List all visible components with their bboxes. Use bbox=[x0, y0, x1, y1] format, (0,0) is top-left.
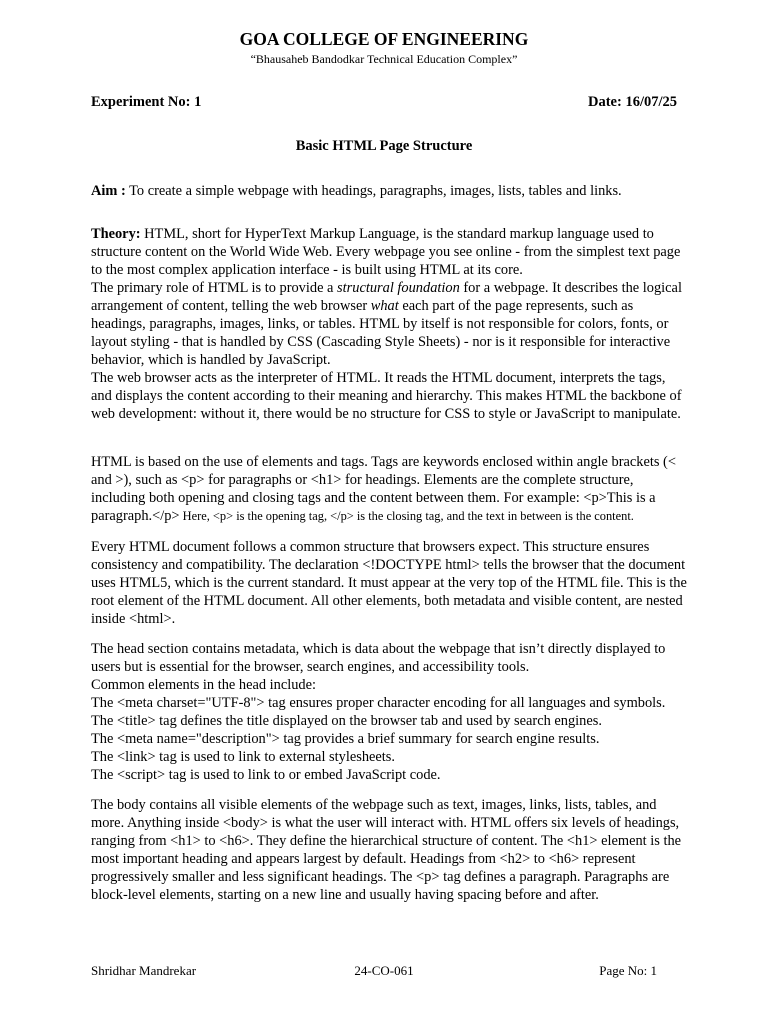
footer-roll-number: 24-CO-061 bbox=[354, 963, 414, 978]
aim-text: To create a simple webpage with headings, paragraphs, images, lists, tables and links. bbox=[125, 183, 622, 199]
college-subtitle: “Bhausaheb Bandodkar Technical Education Complex” bbox=[250, 52, 518, 66]
theory-text-2c: each part of the page represents, such as headings, paragraphs, images, links, or tables. HTML by itself is not responsible for colors, fonts, or layout styling - that is handled by CSS (Cascading Style Sheets) - nor is it responsible for interactive behavior, which is handled by JavaScript. bbox=[91, 298, 671, 368]
footer-author: Shridhar Mandrekar bbox=[91, 963, 197, 978]
theory-emphasis-1: structural foundation bbox=[337, 280, 460, 296]
head-intro: The head section contains metadata, which is data about the webpage that isn’t directly displayed to users but is essential for the browser, search engines, and accessibility tools. bbox=[91, 641, 666, 675]
footer-page-number: Page No: 1 bbox=[599, 963, 657, 978]
body-section-paragraph: The body contains all visible elements of the webpage such as text, images, links, lists, tables, and more. Anything inside <body> is what the user will interact with. HTML offers six levels of headings, ranging from <h1> to <h6>. They define the hierarchical structure of content. The <h1> element is the most important heading and appears largest by default. Headings from <h2> to <h6> represent progressively smaller and less significant headings. The <p> tag defines a paragraph. Paragraphs are block-level elements, starting on a new line and usually having spacing before and after. bbox=[91, 797, 682, 903]
theory-text-1: HTML, short for HyperText Markup Language, is the standard markup language used to structure content on the World Wide Web. Every webpage you see online - from the simplest text page to the most complex application interface - is built using HTML at its core. bbox=[91, 226, 681, 278]
theory-paragraph-3: The web browser acts as the interpreter of HTML. It reads the HTML document, interprets the tags, and displays the content according to their meaning and hierarchy. This makes HTML the backbone of web development: without it, there would be no structure for CSS to style or JavaScript to manipulate. bbox=[91, 370, 682, 422]
head-item: The <script> tag is used to link to or embed JavaScript code. bbox=[91, 767, 441, 783]
experiment-number: Experiment No: 1 bbox=[91, 94, 202, 110]
theory-emphasis-2: what bbox=[370, 298, 399, 314]
head-item: The <title> tag defines the title displayed on the browser tab and used by search engines. bbox=[91, 713, 602, 729]
head-item: The <link> tag is used to link to external stylesheets. bbox=[91, 749, 395, 765]
theory-paragraph-2 bbox=[91, 279, 689, 369]
theory-text-2b: for a webpage. It describes the logical arrangement of content, telling the web browser bbox=[91, 280, 682, 314]
theory-paragraph-1 bbox=[91, 225, 689, 279]
aim-section bbox=[91, 182, 689, 200]
head-common-label: Common elements in the head include: bbox=[91, 677, 317, 693]
theory-text-2a: The primary role of HTML is to provide a bbox=[91, 280, 338, 296]
aim-label: Aim : bbox=[91, 183, 126, 199]
elements-paragraph bbox=[91, 453, 689, 525]
theory-section bbox=[91, 225, 689, 423]
elements-text: HTML is based on the use of elements and tags. Tags are keywords enclosed within angle brackets (< and >), such as <p> for paragraphs or <h1> for headings. Elements are the complete structure, including both opening and closing tags and the content between them. For example: <p>This is a paragraph.</p> bbox=[91, 454, 676, 524]
structure-paragraph: Every HTML document follows a common structure that browsers expect. This structure ensures consistency and compatibility. The declaration <!DOCTYPE html> tells the browser that the document uses HTML5, which is the current standard. It must appear at the very top of the HTML file. This is the root element of the HTML document. All other elements, both metadata and visible content, are nested inside <html>. bbox=[91, 539, 687, 627]
college-name: GOA COLLEGE OF ENGINEERING bbox=[239, 29, 529, 49]
page-title: Basic HTML Page Structure bbox=[295, 138, 473, 154]
experiment-date: Date: 16/07/25 bbox=[588, 94, 677, 110]
head-item: The <meta charset="UTF-8"> tag ensures proper character encoding for all languages and symbols. bbox=[91, 695, 666, 711]
head-section-paragraph bbox=[91, 640, 689, 784]
head-item: The <meta name="description"> tag provides a brief summary for search engine results. bbox=[91, 731, 600, 747]
elements-note: Here, <p> is the opening tag, </p> is the closing tag, and the text in between is the content. bbox=[179, 509, 634, 523]
theory-label: Theory: bbox=[91, 226, 141, 242]
